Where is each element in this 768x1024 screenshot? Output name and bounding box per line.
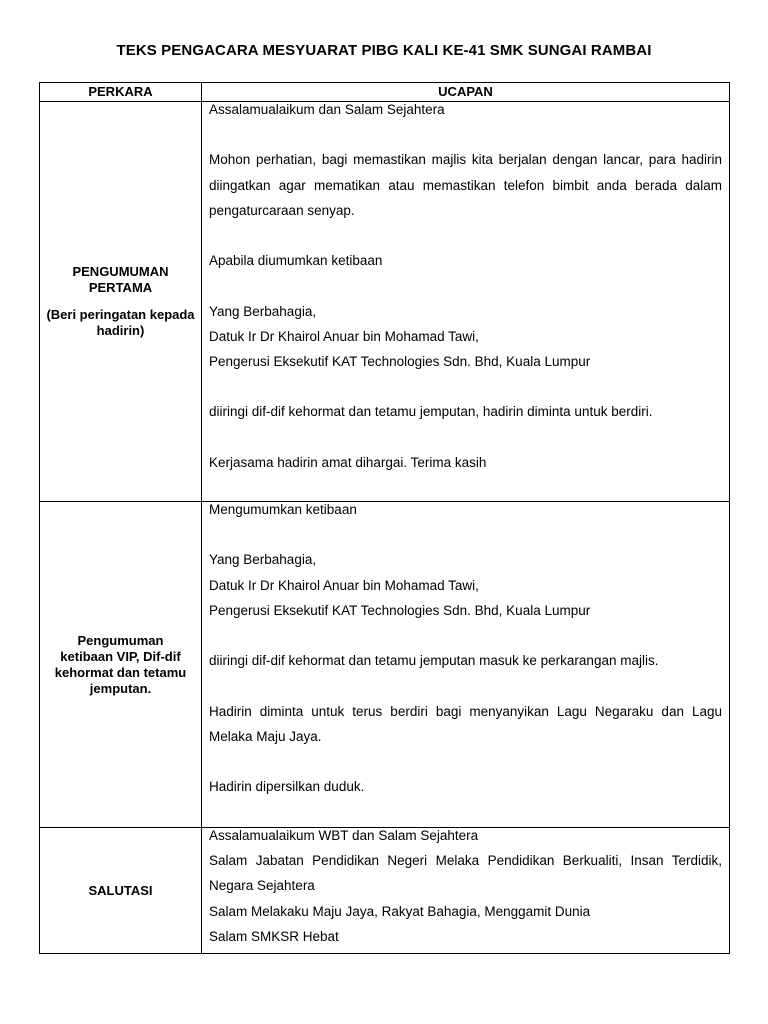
ucapan-line: Pengerusi Eksekutif KAT Technologies Sdn. Bhd, Kuala Lumpur — [209, 602, 591, 618]
ucapan-line: Yang Berbahagia, — [209, 303, 317, 319]
ucapan-line: Assalamualaikum WBT dan Salam Sejahtera — [209, 828, 479, 843]
ucapan-line: Salam SMKSR Hebat — [209, 928, 339, 944]
ucapan-line: Apabila diumumkan ketibaan — [209, 253, 383, 269]
script-table — [39, 82, 730, 954]
ucapan-line: Datuk Ir Dr Khairol Anuar bin Mohamad Tawi, — [209, 577, 479, 593]
ucapan-line: Mengumumkan ketibaan — [209, 502, 357, 517]
ucapan-line: Assalamualaikum dan Salam Sejahtera — [209, 102, 445, 117]
table-row — [40, 502, 730, 828]
header-ucapan: UCAPAN — [202, 83, 730, 102]
table-row — [40, 102, 730, 502]
perkara-heading: SALUTASI — [88, 882, 153, 898]
ucapan-cell — [202, 502, 730, 828]
ucapan-line: Salam Melakaku Maju Jaya, Rakyat Bahagia, Menggamit Dunia — [209, 903, 591, 919]
ucapan-cell — [202, 828, 730, 954]
ucapan-cell — [202, 102, 730, 502]
perkara-heading: PENGUMUMAN PERTAMA — [72, 264, 169, 295]
document-title: TEKS PENGACARA MESYUARAT PIBG KALI KE-41 SMK SUNGAI RAMBAI — [116, 42, 652, 59]
ucapan-line: Hadirin diminta untuk terus berdiri bagi menyanyikan Lagu Negaraku dan Lagu Melaka Maju Jaya. — [209, 703, 722, 744]
ucapan-line: Yang Berbahagia, — [209, 552, 317, 568]
perkara-note: (Beri peringatan kepada hadirin) — [46, 307, 195, 338]
perkara-cell — [40, 502, 202, 828]
perkara-cell — [40, 102, 202, 502]
ucapan-line: Salam Jabatan Pendidikan Negeri Melaka Pendidikan Berkualiti, Insan Terdidik, Negara Sejahtera — [209, 853, 722, 894]
ucapan-line: Mohon perhatian, bagi memastikan majlis kita berjalan dengan lancar, para hadirin diingatkan agar mematikan atau memastikan telefon bimbit anda berada dalam pengaturcaraan senyap. — [209, 152, 722, 218]
perkara-cell — [40, 828, 202, 954]
ucapan-line: Datuk Ir Dr Khairol Anuar bin Mohamad Tawi, — [209, 328, 479, 344]
ucapan-line: Pengerusi Eksekutif KAT Technologies Sdn. Bhd, Kuala Lumpur — [209, 353, 591, 369]
ucapan-line: diiringi dif-dif kehormat dan tetamu jemputan masuk ke perkarangan majlis. — [209, 653, 659, 669]
perkara-heading: Pengumuman ketibaan VIP, Dif-dif kehormat dan tetamu jemputan. — [54, 632, 187, 696]
ucapan-line: Kerjasama hadirin amat dihargai. Terima kasih — [209, 454, 487, 470]
table-row — [40, 828, 730, 954]
ucapan-line: Hadirin dipersilkan duduk. — [209, 779, 365, 795]
ucapan-line: diiringi dif-dif kehormat dan tetamu jemputan, hadirin diminta untuk berdiri. — [209, 404, 653, 420]
header-perkara: PERKARA — [40, 83, 202, 102]
